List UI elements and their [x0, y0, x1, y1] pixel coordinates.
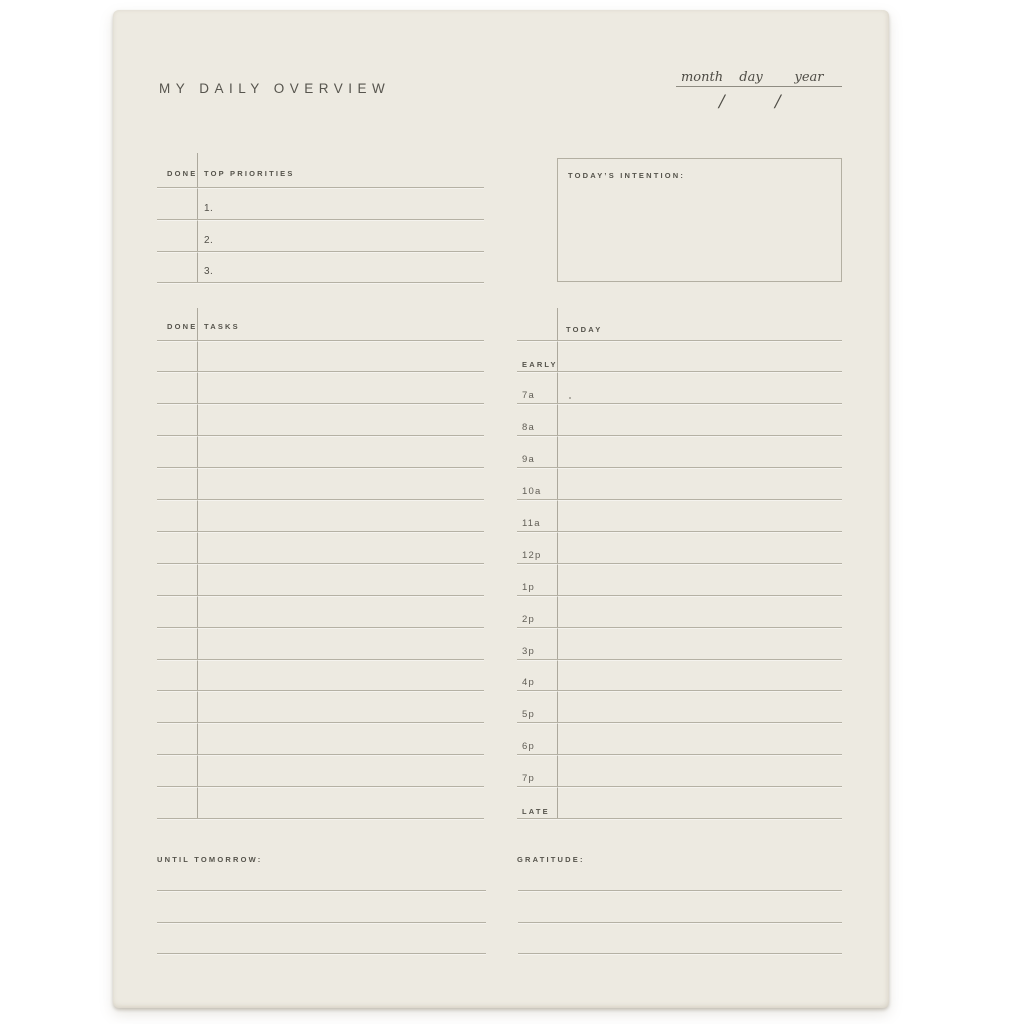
time-slot-line	[517, 722, 842, 723]
date-fill-line	[676, 86, 842, 87]
tasks-title: TASKS	[204, 322, 240, 331]
gratitude-fill-line	[518, 922, 842, 923]
task-fill-line	[157, 754, 484, 755]
tasks-done-header: DONE	[167, 322, 198, 331]
time-slot-line	[517, 403, 842, 404]
time-slot-label: 8a	[522, 422, 535, 434]
date-label-day: day	[739, 70, 763, 85]
todays-intention-box	[557, 158, 842, 282]
time-slot-line	[517, 435, 842, 436]
time-slot-line	[517, 371, 842, 372]
priority-fill-line	[157, 282, 484, 283]
task-fill-line	[157, 403, 484, 404]
task-fill-line	[157, 627, 484, 628]
date-slash-icon: /	[719, 92, 725, 112]
task-fill-line	[157, 690, 484, 691]
time-slot-label: 5p	[522, 709, 535, 721]
task-fill-line	[157, 531, 484, 532]
time-slot-label: EARLY	[522, 360, 558, 370]
time-slot-line	[517, 754, 842, 755]
time-slot-line	[517, 659, 842, 660]
task-fill-line	[157, 467, 484, 468]
time-slot-label: 9a	[522, 454, 535, 466]
schedule-header-rule	[517, 340, 842, 341]
time-slot-label: 3p	[522, 645, 535, 657]
planner-page	[113, 10, 889, 1008]
until-tomorrow-fill-line	[157, 922, 486, 923]
time-slot-line	[517, 818, 842, 819]
time-slot-line	[517, 595, 842, 596]
priorities-done-header: DONE	[167, 169, 198, 178]
task-fill-line	[157, 595, 484, 596]
time-slot-line	[517, 627, 842, 628]
time-slot-label: 1p	[522, 581, 535, 593]
time-slot-line	[517, 690, 842, 691]
time-slot-label: 11a	[522, 517, 541, 529]
gratitude-label: GRATITUDE:	[517, 855, 585, 864]
schedule-title: TODAY	[566, 325, 603, 334]
until-tomorrow-fill-line	[157, 953, 486, 954]
task-fill-line	[157, 659, 484, 660]
time-slot-label: LATE	[522, 807, 550, 816]
stray-ink-dot	[569, 397, 571, 399]
until-tomorrow-fill-line	[157, 890, 486, 891]
time-slot-line	[517, 786, 842, 787]
time-slot-label: 10a	[522, 486, 542, 497]
task-fill-line	[157, 786, 484, 787]
task-fill-line	[157, 371, 484, 372]
task-fill-line	[157, 499, 484, 500]
time-slot-line	[517, 531, 842, 532]
intention-label: TODAY’S INTENTION:	[568, 171, 686, 180]
time-slot-label: 6p	[522, 741, 535, 753]
priorities-header-rule	[157, 187, 484, 188]
task-fill-line	[157, 435, 484, 436]
priority-fill-line	[157, 219, 484, 220]
priority-fill-line	[157, 251, 484, 252]
task-fill-line	[157, 563, 484, 564]
priority-number: 1.	[204, 203, 214, 214]
priority-number: 2.	[204, 234, 214, 246]
task-fill-line	[157, 818, 484, 819]
date-slash-icon: /	[775, 92, 781, 112]
time-slot-line	[517, 467, 842, 468]
time-slot-line	[517, 563, 842, 564]
page-title: MY DAILY OVERVIEW	[159, 81, 391, 96]
time-slot-label: 12p	[522, 549, 542, 561]
date-label-year: year	[794, 70, 824, 85]
tasks-header-rule	[157, 340, 484, 341]
gratitude-fill-line	[518, 890, 842, 891]
priority-number: 3.	[204, 266, 214, 277]
time-slot-label: 2p	[522, 613, 535, 625]
until-tomorrow-label: UNTIL TOMORROW:	[157, 855, 263, 864]
priorities-title: TOP PRIORITIES	[204, 169, 295, 178]
date-label-month: month	[680, 70, 724, 85]
gratitude-fill-line	[518, 953, 842, 954]
priorities-column-divider	[197, 153, 198, 282]
task-fill-line	[157, 722, 484, 723]
time-slot-label: 4p	[522, 677, 535, 689]
time-slot-label: 7a	[522, 390, 535, 402]
time-slot-label: 7p	[522, 773, 535, 785]
time-slot-line	[517, 499, 842, 500]
